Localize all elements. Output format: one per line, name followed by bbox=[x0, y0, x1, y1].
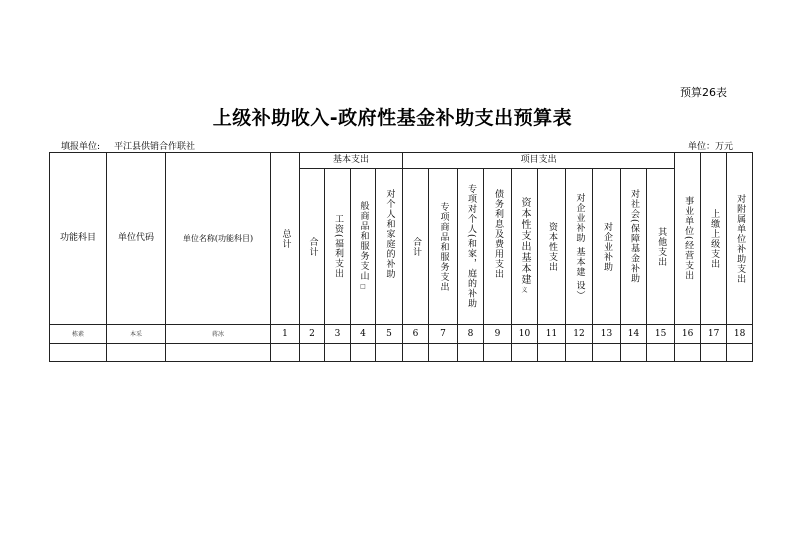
code-unit-name: 蒋冰 bbox=[166, 325, 271, 344]
empty-cell bbox=[271, 344, 300, 362]
col-number: 15 bbox=[647, 325, 675, 344]
empty-cell bbox=[566, 344, 593, 362]
page-title: 上级补助收入-政府性基金补助支出预算表 bbox=[212, 107, 573, 129]
col-number: 2 bbox=[300, 325, 325, 344]
col-number: 12 bbox=[566, 325, 593, 344]
capital-basic-mark: 义 bbox=[521, 287, 528, 294]
header-project-group: 项目支出 bbox=[403, 153, 675, 169]
header-other: 其他支出 bbox=[647, 169, 675, 325]
empty-cell bbox=[300, 344, 325, 362]
header-special-goods: 专项商品和服务支出 bbox=[429, 169, 458, 325]
col-number: 16 bbox=[675, 325, 701, 344]
empty-cell bbox=[593, 344, 621, 362]
col-number: 13 bbox=[593, 325, 621, 344]
header-basic-subtotal: 合计 bbox=[300, 169, 325, 325]
empty-cell bbox=[403, 344, 429, 362]
empty-cell bbox=[50, 344, 107, 362]
header-individual-family: 对个人和家庭的补助 bbox=[376, 169, 403, 325]
header-project-individual: 专项对个人(和家，庭的补助 bbox=[458, 169, 484, 325]
empty-cell bbox=[621, 344, 647, 362]
empty-cell bbox=[107, 344, 166, 362]
header-wages: 工资(福利支出 bbox=[325, 169, 351, 325]
fill-unit bbox=[61, 139, 195, 152]
col-number: 3 bbox=[325, 325, 351, 344]
empty-cell bbox=[727, 344, 753, 362]
empty-cell bbox=[512, 344, 538, 362]
header-enterprise: 对企业补助 bbox=[593, 169, 621, 325]
col-number: 14 bbox=[621, 325, 647, 344]
header-public-institution: 事业单位(经营支出 bbox=[675, 153, 701, 325]
col-number: 5 bbox=[376, 325, 403, 344]
code-func-subject: 栋素 bbox=[50, 325, 107, 344]
header-basic-group: 基本支出 bbox=[300, 153, 403, 169]
empty-cell bbox=[166, 344, 271, 362]
form-number: 预算26表 bbox=[680, 86, 727, 99]
empty-cell bbox=[538, 344, 566, 362]
col-number: 4 bbox=[351, 325, 376, 344]
header-enterprise-basic: 对企业补助 基本建 设） bbox=[566, 169, 593, 325]
col-number: 6 bbox=[403, 325, 429, 344]
empty-cell bbox=[675, 344, 701, 362]
empty-cell bbox=[647, 344, 675, 362]
col-number: 9 bbox=[484, 325, 512, 344]
empty-cell bbox=[429, 344, 458, 362]
col-number: 1 bbox=[271, 325, 300, 344]
col-number: 17 bbox=[701, 325, 727, 344]
code-unit-code: 本采 bbox=[107, 325, 166, 344]
col-number: 18 bbox=[727, 325, 753, 344]
goods-services-mark: □ bbox=[360, 283, 366, 290]
header-pay-upper: 上缴上级支出 bbox=[701, 153, 727, 325]
empty-cell bbox=[376, 344, 403, 362]
table-row-empty bbox=[50, 344, 753, 362]
budget-table bbox=[49, 152, 753, 362]
header-social-security: 对社会(保障基金补助 bbox=[621, 169, 647, 325]
empty-cell bbox=[351, 344, 376, 362]
table-row bbox=[50, 325, 753, 344]
col-number: 7 bbox=[429, 325, 458, 344]
header-goods-services: 般商品和服务支山 □ bbox=[351, 169, 376, 325]
unit-label: 单位：万元 bbox=[687, 142, 733, 152]
header-unit-code: 单位代码 bbox=[107, 153, 166, 325]
empty-cell bbox=[458, 344, 484, 362]
empty-cell bbox=[325, 344, 351, 362]
col-number: 11 bbox=[538, 325, 566, 344]
header-total: 总计 bbox=[271, 153, 300, 325]
header-capital: 资本性支出 bbox=[538, 169, 566, 325]
empty-cell bbox=[701, 344, 727, 362]
header-debt-interest: 债务利息及费用支出 bbox=[484, 169, 512, 325]
header-capital-basic: 资本性支出基本建 义 bbox=[512, 169, 538, 325]
header-affiliated: 对附属单位补助支出 bbox=[727, 153, 753, 325]
col-number: 8 bbox=[458, 325, 484, 344]
empty-cell bbox=[484, 344, 512, 362]
header-project-subtotal: 合计 bbox=[403, 169, 429, 325]
header-unit-name: 单位名称(功能科目) bbox=[166, 153, 271, 325]
col-number: 10 bbox=[512, 325, 538, 344]
fill-unit-name: 平江县供销合作联社 bbox=[114, 142, 196, 152]
header-func-subject: 功能科目 bbox=[50, 153, 107, 325]
fill-unit-label: 填报单位: bbox=[61, 142, 101, 152]
